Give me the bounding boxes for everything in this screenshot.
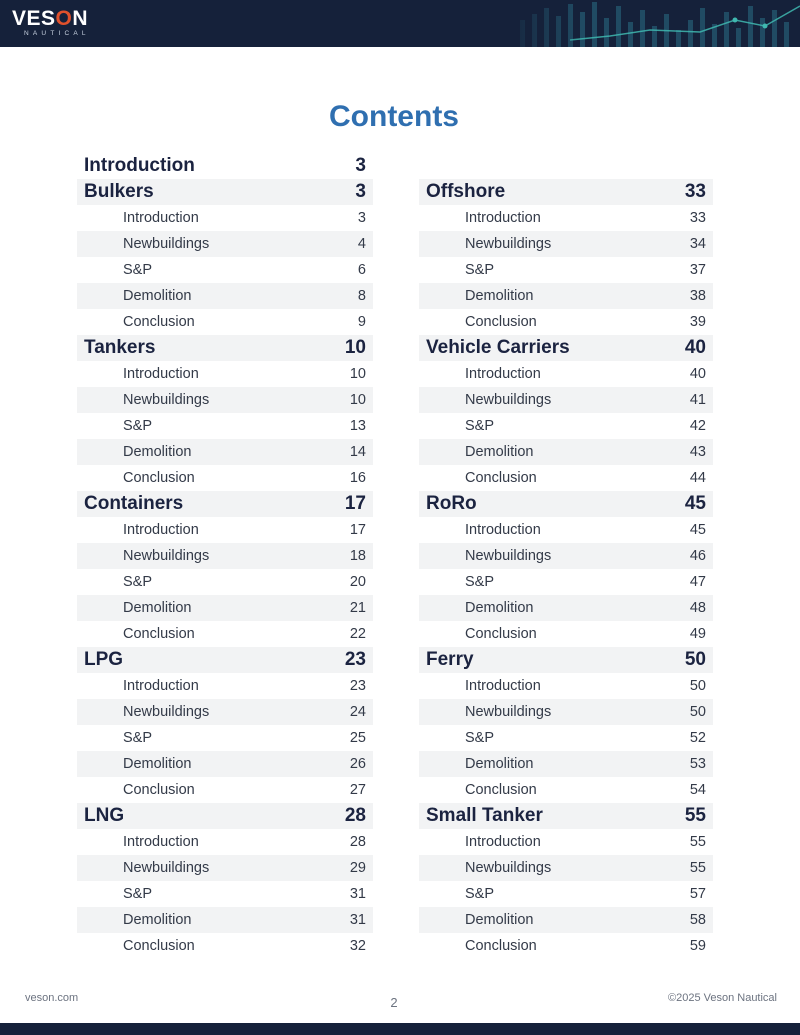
toc-entry-newbuildings[interactable] (419, 855, 713, 881)
toc-entry-page: 3 (357, 210, 366, 226)
toc-entry-page: 44 (689, 470, 706, 486)
toc-entry-page: 4 (357, 236, 366, 252)
toc-entry-label: Conclusion (123, 938, 195, 954)
toc-entry-conclusion[interactable] (77, 465, 373, 491)
toc-entry-page: 45 (689, 522, 706, 538)
toc-entry-page: 21 (349, 600, 366, 616)
toc-entry-label: Introduction (465, 678, 541, 694)
toc-entry-page: 40 (689, 366, 706, 382)
toc-section-small-tanker[interactable] (419, 803, 713, 829)
toc-entry-page: 38 (689, 288, 706, 304)
toc-entry-conclusion[interactable] (419, 621, 713, 647)
toc-entry-page: 48 (689, 600, 706, 616)
toc-entry-page: 10 (349, 366, 366, 382)
toc-entry-page: 50 (689, 704, 706, 720)
toc-entry-label: Demolition (465, 444, 534, 460)
toc-entry-label: S&P (465, 262, 495, 278)
header-bar (0, 0, 800, 47)
toc-entry-page: 33 (689, 210, 706, 226)
toc-entry-page: 22 (349, 626, 366, 642)
toc-entry-page: 39 (689, 314, 706, 330)
toc-entry-label: Conclusion (465, 470, 537, 486)
toc-section-offshore[interactable] (419, 179, 713, 205)
toc-entry-page: 55 (689, 860, 706, 876)
toc-entry-label: Demolition (465, 912, 534, 928)
toc-entry-label: S&P (465, 418, 495, 434)
toc-entry-page: 20 (349, 574, 366, 590)
toc-entry-introduction[interactable] (419, 361, 713, 387)
toc-entry-page: 47 (689, 574, 706, 590)
toc-entry-label: Introduction (123, 678, 199, 694)
toc-entry-conclusion[interactable] (419, 309, 713, 335)
toc-entry-introduction[interactable] (77, 517, 373, 543)
toc-entry-conclusion[interactable] (419, 465, 713, 491)
toc-entry-demolition[interactable] (77, 595, 373, 621)
toc-entry-demolition[interactable] (419, 751, 713, 777)
toc-section-page: 40 (684, 337, 706, 358)
toc-section-bulkers[interactable] (77, 179, 373, 205)
toc-entry-conclusion[interactable] (77, 621, 373, 647)
toc-section-page: 28 (344, 805, 366, 826)
toc-entry-label: Introduction (123, 522, 199, 538)
toc-entry-page: 23 (349, 678, 366, 694)
toc-section-vehicle-carriers[interactable] (419, 335, 713, 361)
toc-entry-label: Introduction (465, 522, 541, 538)
toc-entry-label: S&P (465, 886, 495, 902)
toc-entry-newbuildings[interactable] (77, 543, 373, 569)
toc-entry-newbuildings[interactable] (419, 231, 713, 257)
toc-section-title: Tankers (84, 337, 156, 358)
toc-section-title: Ferry (426, 649, 474, 670)
toc-section-page: 23 (344, 649, 366, 670)
toc-entry-sandp[interactable] (77, 725, 373, 751)
toc-entry-introduction[interactable] (77, 829, 373, 855)
toc-entry-conclusion[interactable] (77, 309, 373, 335)
toc-entry-label: Newbuildings (123, 860, 210, 876)
toc-entry-conclusion[interactable] (77, 933, 373, 959)
toc-entry-demolition[interactable] (419, 283, 713, 309)
toc-entry-introduction[interactable] (419, 829, 713, 855)
toc-entry-page: 58 (689, 912, 706, 928)
toc-section-ferry[interactable] (419, 647, 713, 673)
toc-section-lng[interactable] (77, 803, 373, 829)
toc-section-tankers[interactable] (77, 335, 373, 361)
footer-bar (0, 1023, 800, 1035)
footer-website[interactable]: veson.com (25, 992, 79, 1004)
toc-entry-page: 46 (689, 548, 706, 564)
toc-entry-label: S&P (123, 418, 153, 434)
toc-entry-conclusion[interactable] (419, 933, 713, 959)
toc-entry-introduction[interactable] (77, 153, 373, 179)
toc-entry-demolition[interactable] (77, 751, 373, 777)
toc-section-page: 17 (344, 493, 366, 514)
toc-entry-page: 17 (349, 522, 366, 538)
toc-entry-sandp[interactable] (419, 725, 713, 751)
toc-entry-page: 43 (689, 444, 706, 460)
toc-entry-introduction[interactable] (419, 205, 713, 231)
toc-section-title: Offshore (426, 181, 506, 202)
toc-entry-page: 49 (689, 626, 706, 642)
toc-entry-introduction[interactable] (419, 673, 713, 699)
toc-entry-label: S&P (123, 730, 153, 746)
toc-entry-page: 3 (355, 155, 366, 176)
toc-section-title: Vehicle Carriers (426, 337, 570, 358)
toc-entry-page: 13 (349, 418, 366, 434)
toc-entry-demolition[interactable] (419, 439, 713, 465)
toc-section-page: 55 (684, 805, 706, 826)
toc-entry-label: Newbuildings (123, 548, 210, 564)
toc-entry-page: 53 (689, 756, 706, 772)
toc-section-roro[interactable] (419, 491, 713, 517)
toc-entry-page: 42 (689, 418, 706, 434)
toc-entry-page: 28 (349, 834, 366, 850)
footer-page-number: 2 (390, 995, 398, 1010)
toc-section-page: 45 (684, 493, 706, 514)
toc-entry-page: 52 (689, 730, 706, 746)
toc-entry-sandp[interactable] (77, 881, 373, 907)
toc-section-containers[interactable] (77, 491, 373, 517)
toc-section-title: LNG (84, 805, 125, 826)
toc-entry-label: Demolition (465, 600, 534, 616)
toc-entry-introduction[interactable] (77, 205, 373, 231)
toc-entry-page: 16 (349, 470, 366, 486)
toc-entry-page: 9 (357, 314, 366, 330)
toc-entry-label: Newbuildings (465, 236, 552, 252)
toc-entry-page: 59 (689, 938, 706, 954)
toc-entry-introduction[interactable] (77, 361, 373, 387)
toc-entry-newbuildings[interactable] (419, 699, 713, 725)
toc-entry-page: 31 (349, 886, 366, 902)
toc-entry-label: Newbuildings (123, 704, 210, 720)
toc-entry-page: 24 (349, 704, 366, 720)
toc-entry-conclusion[interactable] (419, 777, 713, 803)
toc-entry-demolition[interactable] (77, 283, 373, 309)
toc-entry-label: Newbuildings (123, 392, 210, 408)
logo-wordmark (12, 8, 90, 30)
toc-entry-page: 10 (349, 392, 366, 408)
toc-entry-label: Introduction (84, 155, 195, 176)
toc-section-page: 33 (684, 181, 706, 202)
toc-entry-label: Conclusion (123, 782, 195, 798)
toc-entry-label: Demolition (123, 288, 192, 304)
toc-entry-newbuildings[interactable] (77, 387, 373, 413)
toc-entry-label: Conclusion (123, 626, 195, 642)
toc-left-column (77, 179, 373, 959)
toc-entry-page: 37 (689, 262, 706, 278)
veson-logo[interactable] (12, 8, 90, 38)
logo-subtitle: NAUTICAL (24, 30, 90, 37)
toc-entry-label: Newbuildings (465, 860, 552, 876)
toc-entry-page: 6 (357, 262, 366, 278)
toc-entry-label: Conclusion (123, 314, 195, 330)
toc-entry-label: Newbuildings (465, 548, 552, 564)
footer-copyright: ©2025 Veson Nautical (667, 992, 777, 1004)
toc-entry-label: Conclusion (123, 470, 195, 486)
toc-entry-sandp[interactable] (77, 413, 373, 439)
toc-entry-label: Demolition (123, 600, 192, 616)
toc-entry-page: 26 (349, 756, 366, 772)
toc-entry-page: 18 (349, 548, 366, 564)
toc-entry-page: 29 (349, 860, 366, 876)
toc-entry-conclusion[interactable] (77, 777, 373, 803)
toc-entry-label: Newbuildings (465, 392, 552, 408)
toc-entry-page: 34 (689, 236, 706, 252)
toc-entry-introduction[interactable] (419, 517, 713, 543)
toc-section-page: 3 (355, 181, 366, 202)
toc-entry-newbuildings[interactable] (77, 855, 373, 881)
toc-entry-page: 41 (689, 392, 706, 408)
toc-section-lpg[interactable] (77, 647, 373, 673)
toc-entry-sandp[interactable] (419, 569, 713, 595)
toc-entry-page: 31 (349, 912, 366, 928)
toc-entry-demolition[interactable] (419, 907, 713, 933)
toc-entry-sandp[interactable] (419, 257, 713, 283)
toc-entry-label: Introduction (123, 834, 199, 850)
toc-entry-sandp[interactable] (419, 413, 713, 439)
toc-section-page: 50 (684, 649, 706, 670)
toc-entry-sandp[interactable] (77, 569, 373, 595)
toc-entry-label: Conclusion (465, 626, 537, 642)
toc-entry-label: Demolition (123, 444, 192, 460)
chart-decoration-graphic (500, 0, 800, 47)
toc-section-page: 10 (344, 337, 366, 358)
toc-right-column (419, 179, 713, 959)
toc-entry-label: Demolition (465, 756, 534, 772)
toc-entry-page: 27 (349, 782, 366, 798)
toc-entry-label: Introduction (465, 210, 541, 226)
toc-entry-demolition[interactable] (77, 439, 373, 465)
toc-entry-label: Introduction (465, 366, 541, 382)
toc-section-title: Containers (84, 493, 184, 514)
toc-section-title: Bulkers (84, 181, 154, 202)
toc-entry-label: Introduction (465, 834, 541, 850)
toc-entry-newbuildings[interactable] (77, 231, 373, 257)
toc-entry-label: Newbuildings (465, 704, 552, 720)
toc-entry-page: 50 (689, 678, 706, 694)
toc-entry-page: 8 (357, 288, 366, 304)
toc-entry-introduction[interactable] (77, 673, 373, 699)
toc-entry-label: Demolition (123, 756, 192, 772)
toc-entry-label: S&P (465, 730, 495, 746)
toc-entry-page: 32 (349, 938, 366, 954)
toc-entry-label: Conclusion (465, 314, 537, 330)
toc-entry-label: Introduction (123, 366, 199, 382)
toc-entry-demolition[interactable] (419, 595, 713, 621)
toc-entry-page: 57 (689, 886, 706, 902)
toc-entry-label: Demolition (123, 912, 192, 928)
toc-entry-newbuildings[interactable] (419, 387, 713, 413)
toc-entry-label: Demolition (465, 288, 534, 304)
toc-entry-page: 25 (349, 730, 366, 746)
toc-entry-page: 14 (349, 444, 366, 460)
logo-text: VESON (12, 7, 89, 30)
toc-entry-label: S&P (123, 574, 153, 590)
toc-entry-label: Conclusion (465, 782, 537, 798)
toc-entry-newbuildings[interactable] (419, 543, 713, 569)
toc-entry-label: Newbuildings (123, 236, 210, 252)
page-title: Contents (329, 100, 459, 133)
toc-entry-demolition[interactable] (77, 907, 373, 933)
toc-entry-label: Conclusion (465, 938, 537, 954)
toc-section-title: RoRo (426, 493, 477, 514)
toc-entry-newbuildings[interactable] (77, 699, 373, 725)
toc-entry-label: S&P (123, 262, 153, 278)
toc-entry-sandp[interactable] (77, 257, 373, 283)
toc-entry-label: S&P (123, 886, 153, 902)
toc-entry-sandp[interactable] (419, 881, 713, 907)
toc-entry-label: Introduction (123, 210, 199, 226)
toc-section-title: Small Tanker (426, 805, 543, 826)
toc-entry-label: S&P (465, 574, 495, 590)
toc-section-title: LPG (84, 649, 124, 670)
toc-entry-page: 54 (689, 782, 706, 798)
toc-entry-page: 55 (689, 834, 706, 850)
